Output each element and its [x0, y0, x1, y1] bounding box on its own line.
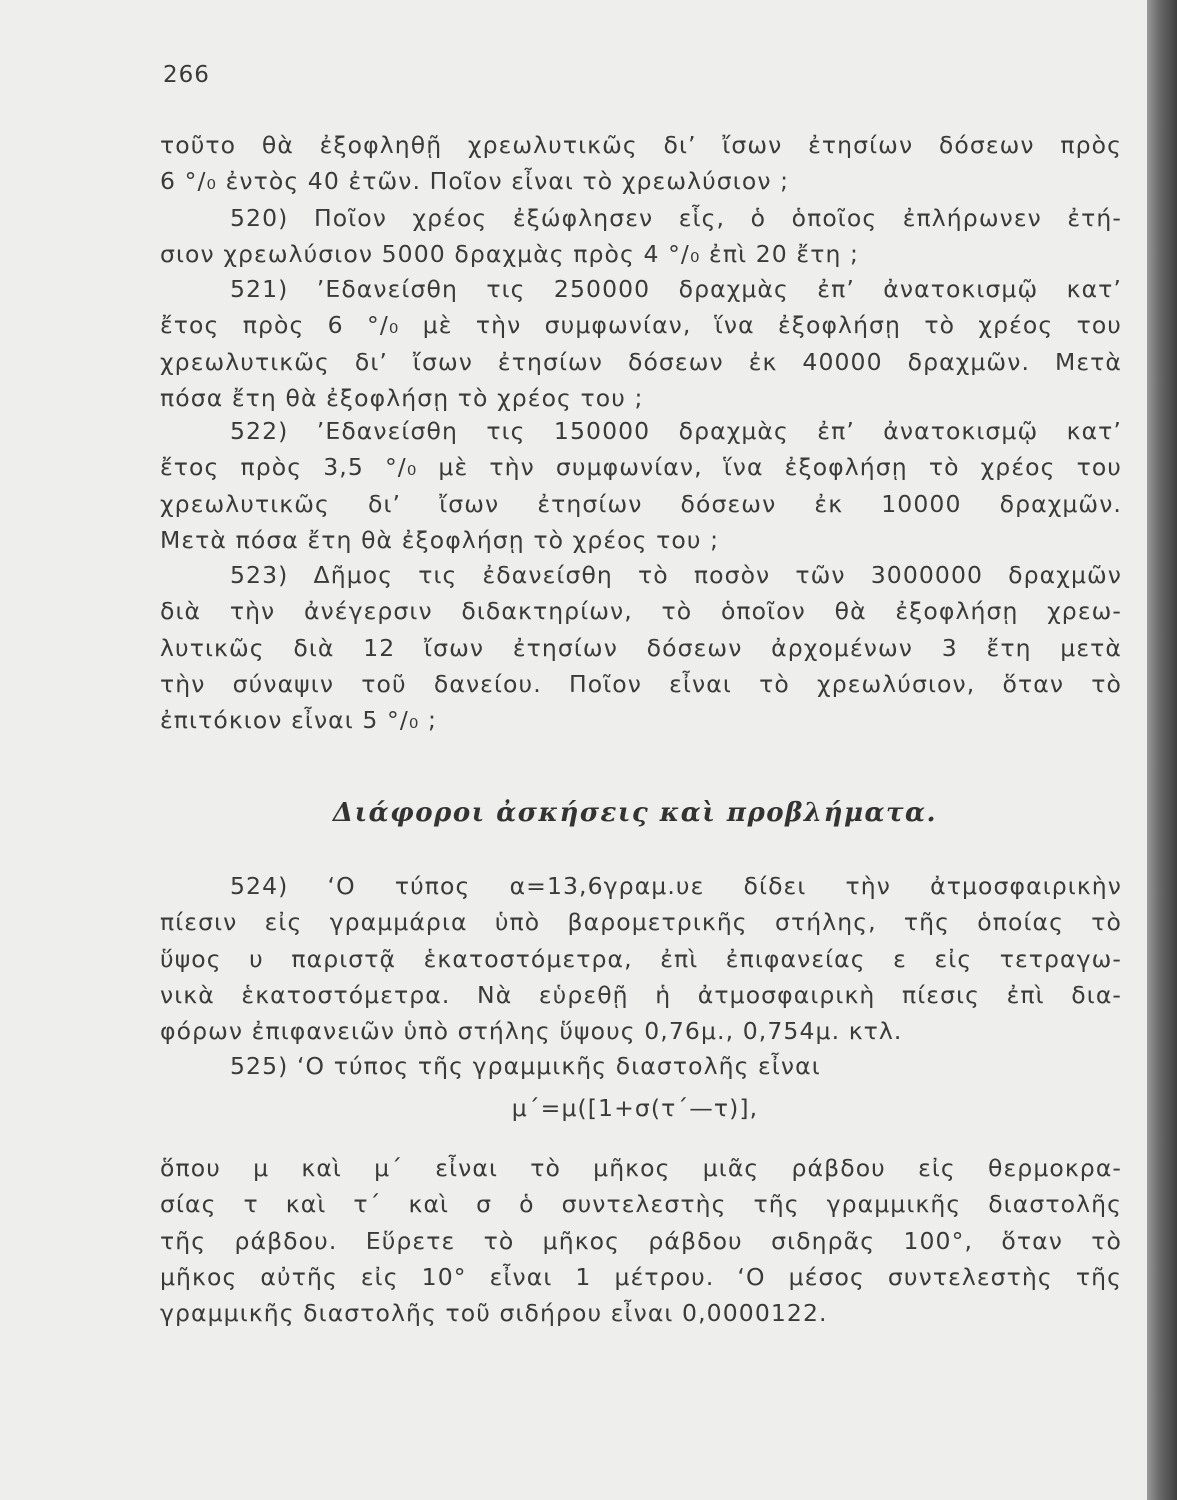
text-line: ὅπου μ καὶ μ΄ εἶναι τὸ μῆκος μιᾶς ράβδου εἰς θερμοκρα-: [160, 1154, 1122, 1182]
text-line: 524) ‘Ο τύπος α=13,6γραμ.υε δίδει τὴν ἀτμοσφαιρικὴν: [230, 872, 1122, 900]
text-line: διὰ τὴν ἀνέγερσιν διδακτηρίων, τὸ ὁποῖον θὰ ἐξοφλήσῃ χρεω-: [160, 597, 1122, 626]
text-line: τὴν σύναψιν τοῦ δανείου. Ποῖον εἶναι τὸ χρεωλύσιον, ὅταν τὸ: [160, 669, 1122, 698]
text-line: ἔτος πρὸς 3,5 °/₀ μὲ τὴν συμφωνίαν, ἵνα ἐξοφλήσῃ τὸ χρέος του: [160, 453, 1122, 482]
text-line: 521) ’Εδανείσθη τις 250000 δραχμὰς ἐπ’ ἀνατοκισμῷ κατ’: [230, 275, 1122, 303]
section-heading: Διάφοροι ἀσκήσεις καὶ προβλήματα.: [332, 798, 938, 828]
text-line: ἔτος πρὸς 6 °/₀ μὲ τὴν συμφωνίαν, ἵνα ἐξοφλήσῃ τὸ χρέος του: [160, 311, 1122, 340]
exercise-525-continuation: [160, 1150, 1122, 1331]
text-line: πόσα ἔτη θὰ ἐξοφλήσῃ τὸ χρέος του ;: [160, 383, 644, 412]
text-line: 6 °/₀ ἐντὸς 40 ἐτῶν. Ποῖον εἶναι τὸ χρεωλύσιον ;: [160, 167, 790, 196]
text-line: χρεωλυτικῶς δι’ ἴσων ἐτησίων δόσεων ἐκ 40000 δραχμῶν. Μετὰ: [160, 347, 1122, 376]
text-line: λυτικῶς διὰ 12 ἴσων ἐτησίων δόσεων ἀρχομένων 3 ἔτη μετὰ: [160, 633, 1122, 662]
text-line: πίεσιν εἰς γραμμάρια ὑπὸ βαρομετρικῆς στήλης, τῆς ὁποίας τὸ: [160, 908, 1122, 937]
text-line: 525) ‘Ο τύπος τῆς γραμμικῆς διαστολῆς εἶναι: [230, 1052, 821, 1080]
text-line: σίας τ καὶ τ΄ καὶ σ ὁ συντελεστὴς τῆς γραμμικῆς διαστολῆς: [160, 1190, 1122, 1219]
text-line: μῆκος αὐτῆς εἰς 10° εἶναι 1 μέτρου. ‘Ο μέσος συντελεστὴς τῆς: [160, 1262, 1122, 1291]
book-spine-edge: [1147, 0, 1177, 1500]
text-line: χρεωλυτικῶς δι’ ἴσων ἐτησίων δόσεων ἐκ 10000 δραχμῶν.: [160, 489, 1122, 518]
text-line: 523) Δῆμος τις ἐδανείσθη τὸ ποσὸν τῶν 3000000 δραχμῶν: [230, 561, 1122, 589]
text-line: σιον χρεωλύσιον 5000 δραχμὰς πρὸς 4 °/₀ ἐπὶ 20 ἔτη ;: [160, 240, 860, 269]
text-line: 520) Ποῖον χρέος ἐξώφλησεν εἷς, ὁ ὁποῖος ἐπλήρωνεν ἐτή-: [230, 204, 1122, 232]
text-line: νικὰ ἑκατοστόμετρα. Νὰ εὑρεθῇ ἡ ἀτμοσφαιρικὴ πίεσις ἐπὶ δια-: [160, 980, 1122, 1009]
text-line: ἐπιτόκιον εἶναι 5 °/₀ ;: [160, 706, 437, 735]
exercise-523: [160, 557, 1122, 738]
exercise-521: [160, 271, 1122, 416]
text-line: τῆς ράβδου. Εὕρετε τὸ μῆκος ράβδου σιδηρᾶς 100°, ὅταν τὸ: [160, 1226, 1122, 1255]
exercise-519-continuation: [160, 127, 1122, 200]
text-line: Μετὰ πόσα ἔτη θὰ ἐξοφλήσῃ τὸ χρέος του ;: [160, 525, 720, 554]
text-line: τοῦτο θὰ ἐξοφληθῇ χρεωλυτικῶς δι’ ἴσων ἐτησίων δόσεων πρὸς: [160, 131, 1122, 159]
text-line: ὕψος υ παριστᾷ ἑκατοστόμετρα, ἐπὶ ἐπιφανείας ε εἰς τετραγω-: [160, 944, 1122, 973]
text-line: φόρων ἐπιφανειῶν ὑπὸ στήλης ὕψους 0,76μ., 0,754μ. κτλ.: [160, 1017, 903, 1046]
exercise-522: [160, 413, 1122, 558]
exercise-520: [160, 200, 1122, 273]
formula: μ΄=μ([1+σ(τ΄—τ)],: [511, 1094, 759, 1122]
exercise-525: [160, 1048, 1122, 1084]
page-number: 266: [163, 62, 210, 88]
exercise-524: [160, 868, 1122, 1049]
text-line: 522) ’Εδανείσθη τις 150000 δραχμὰς ἐπ’ ἀνατοκισμῷ κατ’: [230, 417, 1122, 445]
text-line: γραμμικῆς διαστολῆς τοῦ σιδήρου εἶναι 0,0000122.: [160, 1299, 828, 1328]
